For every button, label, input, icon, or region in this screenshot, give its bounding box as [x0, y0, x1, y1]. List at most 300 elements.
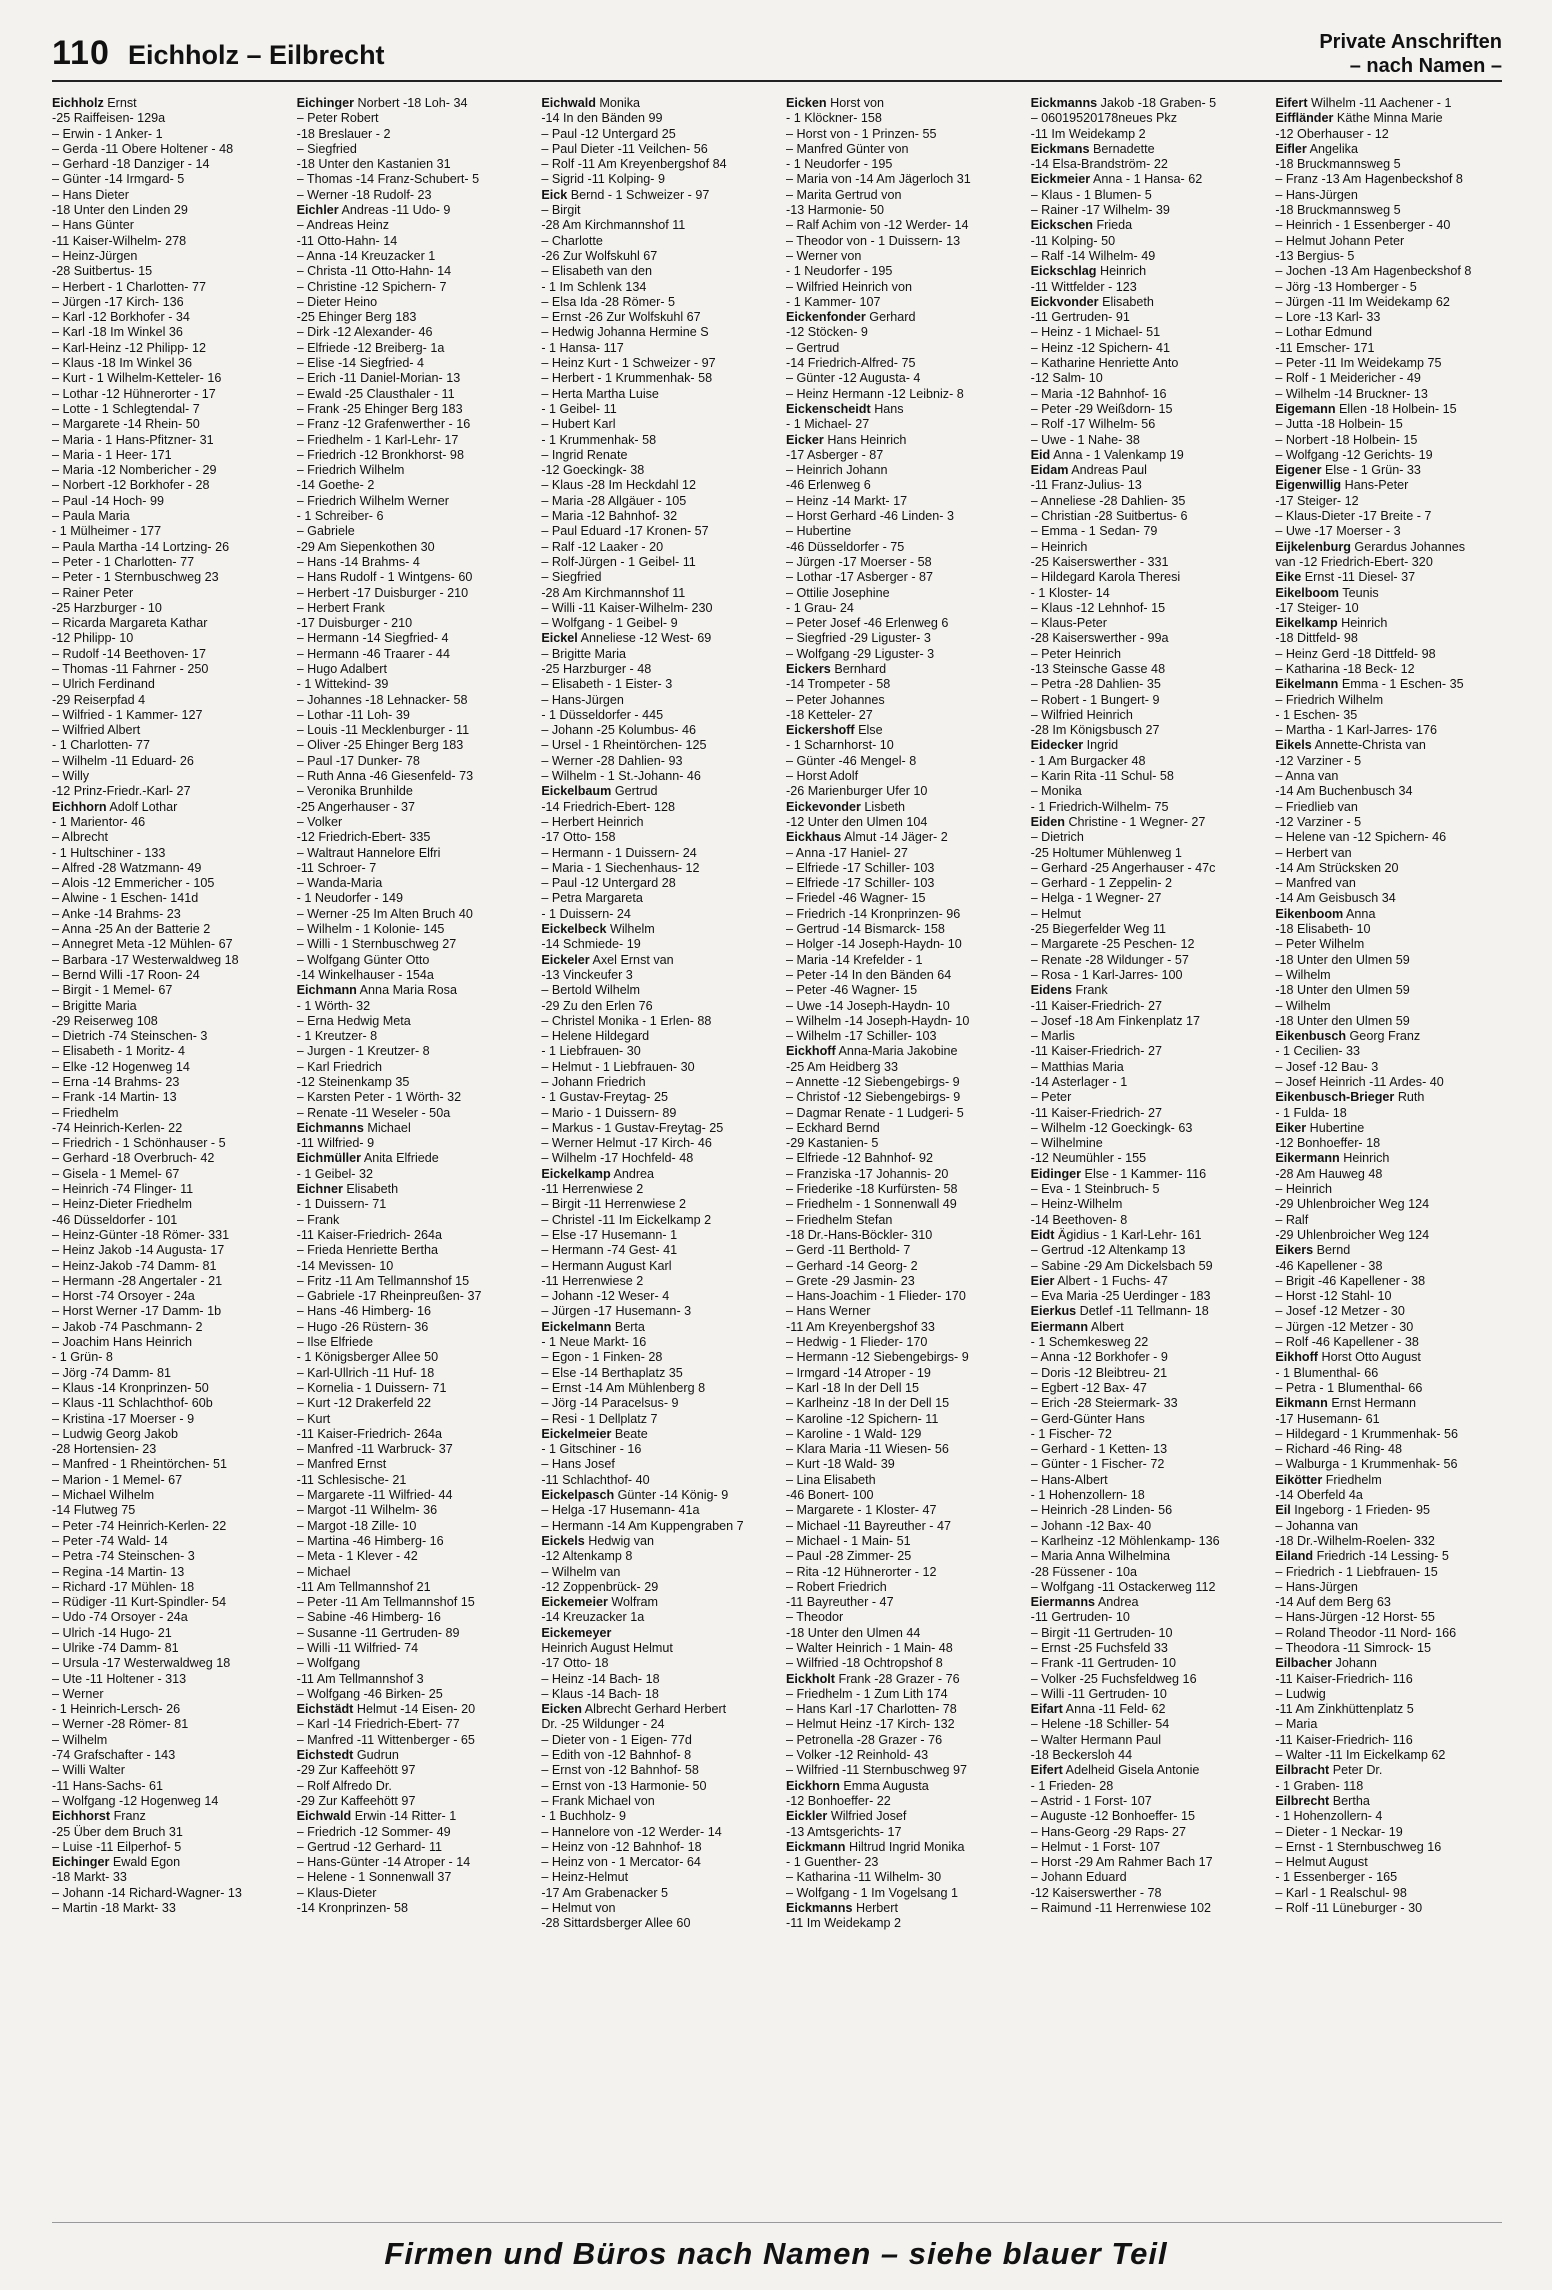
directory-entry: [1031, 1335, 1258, 1350]
entry-text: – Jürgen -17 Husemann- 3: [541, 1304, 692, 1319]
directory-entry: [52, 1488, 279, 1503]
entry-text: -14 Schmiede- 19: [541, 937, 641, 952]
directory-entry: [786, 1549, 1013, 1564]
entry-text: – Eckhard Bernd: [786, 1120, 880, 1135]
entry-text: – Helga -17 Husemann- 41a: [541, 1503, 700, 1518]
entry-text: – Franziska -17 Johannis- 20: [786, 1166, 949, 1181]
entry-text: Gerhard: [869, 310, 916, 325]
directory-entry: [1031, 356, 1258, 371]
directory-entry: [1031, 616, 1258, 631]
entry-text: - 1 Fulda- 18: [1275, 1105, 1347, 1120]
directory-entry: [786, 999, 1013, 1014]
directory-entry: [541, 1289, 768, 1304]
directory-entry: [541, 815, 768, 830]
entry-text: – Hildegard - 1 Krummenhak- 56: [1275, 1426, 1459, 1441]
entry-text: – Gisela - 1 Memel- 67: [52, 1166, 180, 1181]
directory-entry: [786, 417, 1013, 432]
entry-text: -11 Kaiser-Friedrich- 27: [1030, 998, 1162, 1013]
entry-text: – Rolf - 1 Meidericher - 49: [1275, 371, 1421, 386]
entry-text: – Siegfried: [541, 570, 602, 585]
directory-column-5: [1031, 96, 1258, 2190]
directory-entry: [1275, 1855, 1502, 1870]
directory-entry: [297, 1687, 524, 1702]
entry-text: - 1 Hohenzollern- 18: [1030, 1488, 1145, 1503]
entry-text: -25 Biegerfelder Weg 11: [1030, 922, 1167, 937]
directory-entry: [541, 387, 768, 402]
entry-text: – Maria -12 Bahnhof- 16: [1030, 386, 1167, 401]
directory-entry: [541, 1825, 768, 1840]
directory-entry: [52, 310, 279, 325]
directory-entry: [786, 677, 1013, 692]
directory-entry: [1275, 218, 1502, 233]
entry-text: - 1 Am Burgacker 48: [1030, 753, 1146, 768]
entry-surname: Eikelkamp: [1275, 616, 1338, 631]
entry-text: – Ernst von -13 Harmonie- 50: [541, 1778, 707, 1793]
directory-entry: [1275, 616, 1502, 631]
entry-text: Dr. -25 Wildunger - 24: [541, 1717, 665, 1732]
entry-text: – Dirk -12 Alexander- 46: [296, 325, 433, 340]
page-number: 110: [52, 34, 110, 72]
entry-text: -11 Herrenwiese 2: [541, 1273, 644, 1288]
entry-text: – Hedwig - 1 Flieder- 170: [786, 1335, 928, 1350]
entry-text: Albert: [1090, 1319, 1124, 1334]
entry-text: – Heinz - 1 Michael- 51: [1030, 325, 1161, 340]
directory-entry: [297, 203, 524, 218]
entry-text: – Gerhard - 1 Ketten- 13: [1030, 1442, 1168, 1457]
entry-text: -12 Goeckingk- 38: [541, 463, 645, 478]
directory-entry: [541, 1366, 768, 1381]
entry-text: -12 Salm- 10: [1030, 371, 1103, 386]
entry-text: Hiltrud Ingrid Monika: [849, 1839, 965, 1854]
entry-text: -28 Sittardsberger Allee 60: [541, 1916, 691, 1931]
entry-text: – Peter -11 Im Weidekamp 75: [1275, 356, 1442, 371]
entry-text: – Peter -74 Heinrich-Kerlen- 22: [52, 1518, 227, 1533]
directory-entry: [786, 662, 1013, 677]
entry-text: – Hubertine: [786, 524, 852, 539]
entry-text: – Friedhelm - 1 Zum Lith 174: [786, 1686, 948, 1701]
directory-entry: [297, 1075, 524, 1090]
directory-entry: [52, 1687, 279, 1702]
entry-text: – Christel Monika - 1 Erlen- 88: [541, 1013, 712, 1028]
entry-text: Horst von: [830, 96, 885, 110]
directory-entry: [1031, 1044, 1258, 1059]
entry-surname: Eichstedt: [296, 1748, 354, 1763]
entry-text: – Else -17 Husemann- 1: [541, 1227, 678, 1242]
directory-entry: [297, 1213, 524, 1228]
directory-entry: [52, 800, 279, 815]
directory-entry: [1275, 693, 1502, 708]
directory-entry: [1031, 1488, 1258, 1503]
directory-entry: [1275, 111, 1502, 126]
directory-entry: [541, 662, 768, 677]
entry-text: – Joachim Hans Heinrich: [52, 1335, 192, 1350]
directory-entry: [52, 1870, 279, 1885]
entry-text: – Wilhelm: [1275, 998, 1331, 1013]
directory-entry: [1031, 172, 1258, 187]
directory-entry: [1275, 983, 1502, 998]
directory-entry: [541, 555, 768, 570]
entry-text: – Renate -28 Wildunger - 57: [1030, 952, 1189, 967]
entry-surname: Eichhorst: [52, 1809, 111, 1824]
directory-entry: [1031, 1243, 1258, 1258]
entry-text: – Rosa - 1 Karl-Jarres- 100: [1030, 967, 1183, 982]
entry-text: -14 Winkelhauser - 154a: [296, 967, 434, 982]
entry-text: -12 Stöcken- 9: [786, 325, 868, 340]
directory-entry: [1031, 1213, 1258, 1228]
directory-entry: [786, 371, 1013, 386]
entry-text: Detlef -11 Tellmann- 18: [1079, 1304, 1209, 1319]
directory-entry: [1275, 1427, 1502, 1442]
entry-text: – Albrecht: [52, 830, 109, 845]
entry-text: – Hermann -12 Siebengebirgs- 9: [786, 1350, 969, 1365]
entry-text: – Monika: [1030, 784, 1082, 799]
directory-entry: [1031, 769, 1258, 784]
entry-text: – Hans -14 Brahms- 4: [296, 554, 420, 569]
directory-entry: [297, 1503, 524, 1518]
directory-entry: [1031, 1733, 1258, 1748]
directory-entry: [1275, 1656, 1502, 1671]
entry-text: – Heinz Hermann -12 Leibniz- 8: [786, 386, 964, 401]
entry-text: Anneliese -12 West- 69: [580, 631, 712, 646]
entry-text: – Klaus -14 Bach- 18: [541, 1686, 659, 1701]
entry-text: – Peter -11 Am Tellmannshof 15: [296, 1595, 475, 1610]
directory-entry: [1275, 1809, 1502, 1824]
directory-entry: [52, 1457, 279, 1472]
directory-entry: [541, 295, 768, 310]
entry-text: – Manfred -11 Wittenberger - 65: [296, 1732, 475, 1747]
directory-entry: [297, 1901, 524, 1916]
entry-text: Peter Dr.: [1332, 1763, 1383, 1778]
entry-text: – Frank -11 Gertruden- 10: [1030, 1656, 1177, 1671]
entry-text: - 1 Cecilien- 33: [1275, 1044, 1361, 1059]
entry-text: – Klara Maria -11 Wiesen- 56: [786, 1442, 949, 1457]
directory-entry: [1031, 1702, 1258, 1717]
entry-text: -28 Im Königsbusch 27: [1030, 723, 1160, 738]
directory-entry: [786, 448, 1013, 463]
directory-entry: [1275, 249, 1502, 264]
directory-entry: [786, 983, 1013, 998]
entry-surname: Eichholz: [52, 96, 104, 110]
directory-entry: [52, 693, 279, 708]
directory-entry: [1275, 402, 1502, 417]
entry-text: – Hildegard Karola Theresi: [1030, 570, 1181, 585]
entry-text: – Helmut Johann Peter: [1275, 233, 1405, 248]
entry-text: Beate: [614, 1426, 648, 1441]
entry-text: – Jörg -14 Paracelsus- 9: [541, 1396, 679, 1411]
directory-column-6: [1275, 96, 1502, 2190]
directory-entry: [786, 142, 1013, 157]
entry-text: – Karoline -12 Spichern- 11: [786, 1411, 939, 1426]
entry-text: -46 Düsseldorfer - 101: [52, 1212, 178, 1227]
directory-entry: [297, 280, 524, 295]
entry-text: – Wilfried Albert: [52, 723, 141, 738]
entry-text: Wilfried Josef: [830, 1809, 907, 1824]
directory-entry: [1275, 1473, 1502, 1488]
entry-text: – Gertrud -12 Altenkamp 13: [1030, 1243, 1186, 1258]
directory-entry: [541, 1534, 768, 1549]
directory-entry: [1275, 876, 1502, 891]
directory-entry: [297, 1151, 524, 1166]
entry-text: – Petronella -28 Grazer - 76: [786, 1732, 943, 1747]
directory-entry: [297, 846, 524, 861]
entry-text: – Sabine -29 Am Dickelsbach 59: [1030, 1258, 1213, 1273]
directory-entry: [1031, 1274, 1258, 1289]
directory-entry: [52, 188, 279, 203]
entry-text: – Josef Heinrich -11 Ardes- 40: [1275, 1075, 1444, 1089]
directory-entry: [1275, 708, 1502, 723]
entry-surname: Eikenboom: [1275, 906, 1344, 921]
entry-surname: Eickmeier: [1030, 172, 1091, 187]
directory-entry: [786, 203, 1013, 218]
entry-text: Bertha: [1332, 1793, 1370, 1808]
directory-entry: [1031, 800, 1258, 815]
entry-text: -28 Am Hauweg 48: [1275, 1166, 1383, 1181]
entry-text: - 1 Düsseldorfer - 445: [541, 707, 664, 722]
directory-entry: [1275, 494, 1502, 509]
entry-text: - 1 Kammer- 107: [786, 294, 881, 309]
directory-column-4: [786, 96, 1013, 2190]
entry-text: – Heinz-Wilhelm: [1030, 1197, 1123, 1212]
directory-entry: [1275, 356, 1502, 371]
entry-text: Ägidius - 1 Karl-Lehr- 161: [1057, 1227, 1202, 1242]
directory-entry: [1275, 1396, 1502, 1411]
entry-text: -46 Bonert- 100: [786, 1488, 874, 1503]
entry-text: Bernadette: [1092, 141, 1155, 156]
directory-entry: [297, 1580, 524, 1595]
directory-entry: [52, 203, 279, 218]
directory-entry: [52, 387, 279, 402]
directory-entry: [52, 1106, 279, 1121]
directory-entry: [541, 1840, 768, 1855]
directory-entry: [297, 631, 524, 646]
entry-text: – Helene -18 Schiller- 54: [1030, 1717, 1170, 1732]
directory-entry: [1275, 830, 1502, 845]
entry-text: – Hans-Jürgen: [1275, 187, 1358, 202]
directory-entry: [1031, 1626, 1258, 1641]
entry-text: Ellen -18 Holbein- 15: [1339, 401, 1457, 416]
entry-text: -14 In den Bänden 99: [541, 111, 663, 126]
entry-text: - 1 Duissern- 71: [296, 1197, 387, 1212]
directory-entry: [52, 1136, 279, 1151]
entry-text: -18 Dittfeld- 98: [1275, 631, 1358, 646]
entry-text: – Rainer -17 Wilhelm- 39: [1030, 203, 1170, 218]
directory-entry: [52, 1335, 279, 1350]
directory-entry: [1031, 983, 1258, 998]
entry-text: Wolfram: [611, 1595, 659, 1610]
directory-entry: [52, 1748, 279, 1763]
entry-surname: Eickenscheidt: [786, 401, 871, 416]
entry-text: – Volker -12 Reinhold- 43: [786, 1748, 929, 1763]
entry-text: -12 Philipp- 10: [52, 631, 134, 646]
directory-entry: [1275, 1320, 1502, 1335]
entry-text: – Walburga - 1 Krummenhak- 56: [1275, 1457, 1458, 1472]
entry-text: -14 Am Geisbusch 34: [1275, 891, 1396, 906]
entry-text: -12 Prinz-Friedr.-Karl- 27: [52, 784, 191, 799]
directory-entry: [541, 325, 768, 340]
directory-entry: [541, 937, 768, 952]
directory-entry: [297, 769, 524, 784]
directory-entry: [786, 1717, 1013, 1732]
entry-surname: Eikelboom: [1275, 585, 1340, 600]
entry-text: – Lina Elisabeth: [786, 1472, 876, 1487]
directory-entry: [1275, 723, 1502, 738]
directory-entry: [541, 478, 768, 493]
entry-text: – Werner Helmut -17 Kirch- 46: [541, 1136, 712, 1151]
entry-text: – Hermann - 1 Duissern- 24: [541, 845, 697, 860]
entry-text: – Gerda -11 Obere Holtener - 48: [52, 141, 234, 156]
directory-entry: [1031, 601, 1258, 616]
entry-surname: Eicken: [786, 96, 827, 110]
directory-entry: [52, 922, 279, 937]
entry-text: – Rüdiger -11 Kurt-Spindler- 54: [52, 1595, 227, 1610]
directory-entry: [1031, 387, 1258, 402]
entry-text: – Jürgen -12 Metzer - 30: [1275, 1319, 1414, 1334]
directory-entry: [541, 356, 768, 371]
directory-entry: [1031, 325, 1258, 340]
entry-text: – Elfriede -17 Schiller- 103: [786, 860, 935, 875]
directory-entry: [297, 708, 524, 723]
directory-entry: [786, 861, 1013, 876]
entry-text: – Egon - 1 Finken- 28: [541, 1350, 663, 1365]
directory-entry: [1275, 1519, 1502, 1534]
directory-entry: [786, 1672, 1013, 1687]
entry-text: Heinrich August Helmut: [541, 1640, 673, 1655]
entry-surname: Eickelmann: [541, 1319, 612, 1334]
directory-entry: [52, 1228, 279, 1243]
directory-entry: [786, 1243, 1013, 1258]
directory-entry: [1275, 1672, 1502, 1687]
entry-text: – Kurt -12 Drakerfeld 22: [296, 1396, 432, 1411]
directory-entry: [1275, 1503, 1502, 1518]
entry-text: -12 Neumühler - 155: [1030, 1151, 1147, 1166]
entry-text: – Gerhard -18 Overbruch- 42: [52, 1151, 215, 1166]
entry-surname: Eickschlag: [1030, 264, 1097, 279]
directory-entry: [1275, 203, 1502, 218]
directory-entry: [297, 1519, 524, 1534]
entry-text: – Siegfried: [296, 141, 357, 156]
directory-entry: [297, 1090, 524, 1105]
entry-text: – Luise -11 Eilperhof- 5: [52, 1839, 182, 1854]
directory-entry: [52, 968, 279, 983]
directory-entry: [1275, 142, 1502, 157]
entry-text: – Friedrich -12 Sommer- 49: [296, 1824, 451, 1839]
entry-text: – Michael: [296, 1564, 351, 1579]
directory-entry: [52, 937, 279, 952]
directory-entry: [297, 1656, 524, 1671]
entry-text: -26 Zur Wolfskuhl 67: [541, 248, 658, 263]
directory-entry: [52, 1014, 279, 1029]
directory-entry: [541, 172, 768, 187]
entry-text: -17 Husemann- 61: [1275, 1411, 1380, 1426]
directory-entry: [786, 846, 1013, 861]
directory-entry: [786, 937, 1013, 952]
entry-surname: Eilbracht: [1275, 1763, 1330, 1778]
directory-entry: [1275, 1457, 1502, 1472]
entry-text: Friedhelm: [1325, 1472, 1382, 1487]
entry-text: – Friedhelm - 1 Karl-Lehr- 17: [296, 432, 459, 447]
directory-entry: [1275, 1121, 1502, 1136]
directory-entry: [297, 738, 524, 753]
entry-text: – Michael Wilhelm: [52, 1488, 155, 1503]
entry-text: -13 Amtsgerichts- 17: [786, 1824, 902, 1839]
entry-text: -13 Bergius- 5: [1275, 248, 1355, 263]
entry-text: – Willy: [52, 769, 90, 784]
directory-entry: [541, 953, 768, 968]
entry-text: Else - 1 Kammer- 116: [1084, 1166, 1207, 1181]
directory-entry: [52, 111, 279, 126]
entry-text: – Wilfried - 1 Kammer- 127: [52, 707, 203, 722]
directory-entry: [541, 1549, 768, 1564]
directory-entry: [1275, 1717, 1502, 1732]
directory-entry: [786, 1656, 1013, 1671]
entry-text: Andrea: [1097, 1595, 1139, 1610]
entry-text: – Paul -28 Zimmer- 25: [786, 1549, 912, 1564]
directory-entry: [1031, 127, 1258, 142]
entry-text: – Wilhelm -17 Schiller- 103: [786, 1029, 937, 1044]
directory-entry: [52, 1213, 279, 1228]
directory-entry: [786, 1610, 1013, 1625]
entry-text: – Werner: [52, 1686, 104, 1701]
directory-entry: [52, 1197, 279, 1212]
entry-text: – Klaus-Peter: [1030, 616, 1107, 631]
entry-text: - 1 Essenberger - 165: [1275, 1870, 1398, 1885]
directory-entry: [1275, 953, 1502, 968]
entry-text: – Regina -14 Martin- 13: [52, 1564, 185, 1579]
entry-text: – Volker: [296, 814, 343, 829]
entry-text: – Gerhard -25 Angerhauser - 47c: [1030, 860, 1216, 875]
entry-text: -11 Am Kreyenbergshof 33: [786, 1319, 935, 1334]
directory-entry: [1275, 1350, 1502, 1365]
directory-entry: [52, 1534, 279, 1549]
entry-text: – Helmut - 1 Liebfrauen- 30: [541, 1059, 695, 1074]
entry-text: -11 Kaiser-Friedrich- 27: [1030, 1044, 1162, 1059]
directory-entry: [52, 249, 279, 264]
directory-entry: [52, 708, 279, 723]
entry-text: – Wolfgang Günter Otto: [296, 952, 430, 967]
entry-surname: Eifert: [1030, 1763, 1063, 1778]
directory-entry: [297, 1121, 524, 1136]
entry-surname: Eickvonder: [1030, 294, 1099, 309]
directory-entry: [541, 264, 768, 279]
entry-text: – Grete -29 Jasmin- 23: [786, 1273, 915, 1288]
directory-entry: [786, 1366, 1013, 1381]
entry-text: - 1 Mülheimer - 177: [52, 524, 162, 539]
directory-entry: [541, 1259, 768, 1274]
directory-entry: [1031, 1151, 1258, 1166]
directory-entry: [541, 1779, 768, 1794]
entry-text: – Hans Günter: [52, 218, 134, 233]
directory-entry: [541, 1886, 768, 1901]
entry-text: – Birgit -11 Herrenwiese 2: [541, 1197, 686, 1212]
directory-entry: [1031, 264, 1258, 279]
directory-entry: [52, 784, 279, 799]
directory-entry: [786, 111, 1013, 126]
entry-text: -11 Gertruden- 91: [1030, 310, 1130, 325]
entry-text: – Friedrich Wilhelm: [296, 463, 405, 478]
entry-surname: Eickmanns: [786, 1901, 853, 1916]
directory-entry: [297, 1870, 524, 1885]
directory-entry: [1275, 1763, 1502, 1778]
entry-text: Frank: [1075, 983, 1108, 998]
entry-text: – Elke -12 Hogenweg 14: [52, 1059, 190, 1074]
directory-entry: [297, 1014, 524, 1029]
directory-entry: [1275, 433, 1502, 448]
directory-entry: [786, 1182, 1013, 1197]
entry-text: – Mario - 1 Duissern- 89: [541, 1105, 677, 1120]
directory-entry: [1031, 203, 1258, 218]
entry-text: -46 Düsseldorfer - 75: [786, 539, 905, 554]
directory-entry: [52, 1412, 279, 1427]
